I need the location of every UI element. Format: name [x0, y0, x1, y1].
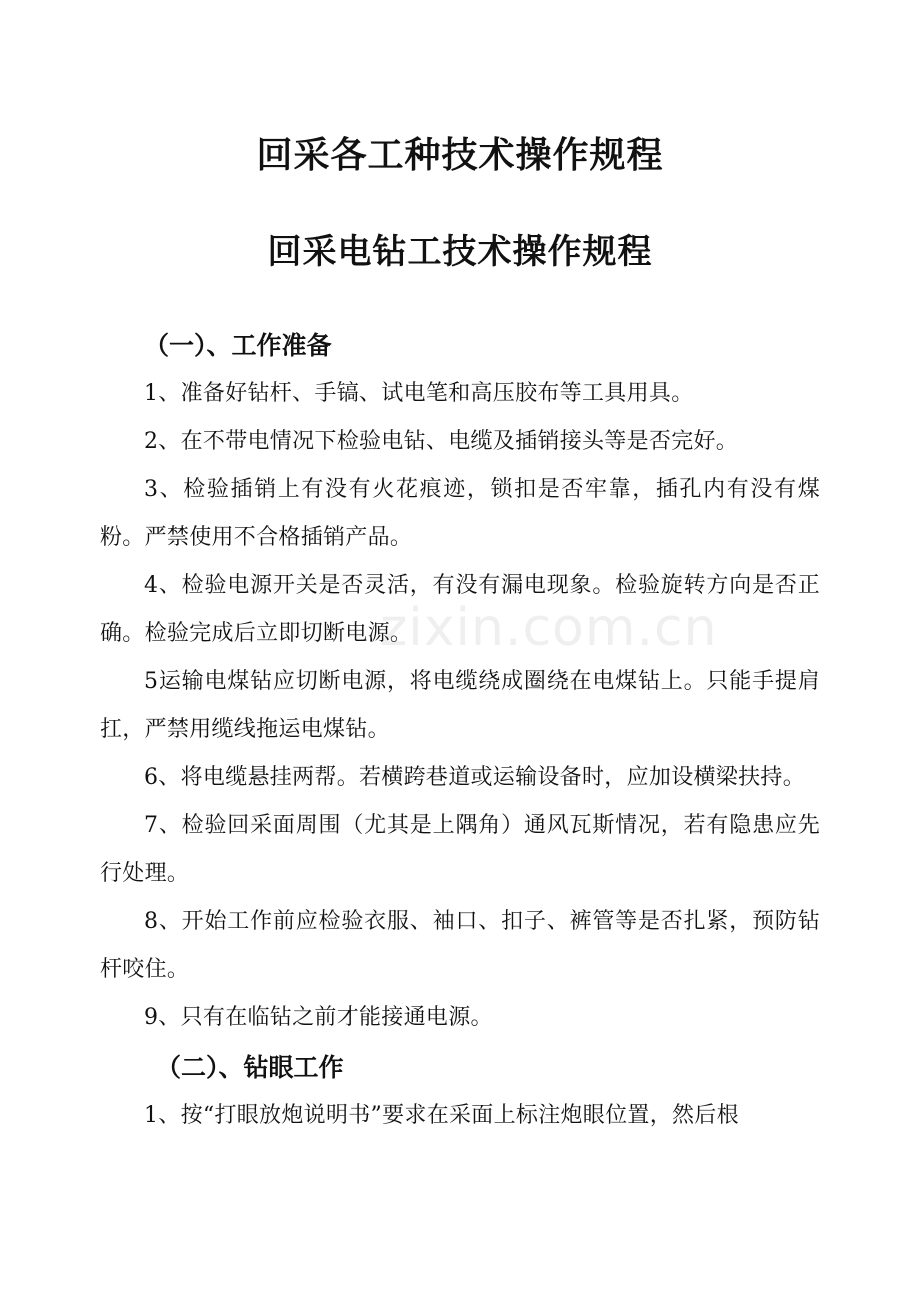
paragraph: 7、检验回采面周围（尤其是上隅角）通风瓦斯情况，若有隐患应先行处理。	[100, 813, 820, 886]
paragraph: 6、将电缆悬挂两帮。若横跨巷道或运输设备时，应加设横梁扶持。	[144, 765, 805, 790]
paragraph: 9、只有在临钻之前才能接通电源。	[144, 1005, 493, 1030]
document-title: 回采各工种技术操作规程	[256, 135, 664, 176]
paragraph: 5运输电煤钻应切断电源，将电缆绕成圈绕在电煤钻上。只能手提肩扛，严禁用缆线拖运电煤钻。	[100, 669, 820, 742]
paragraph: 1、准备好钻杆、手镐、试电笔和高压胶布等工具用具。	[144, 381, 694, 406]
section-heading-drilling: （二）、钻眼工作	[156, 1053, 344, 1082]
paragraph: 1、按“打眼放炮说明书”要求在采面上标注炮眼位置，然后根	[144, 1103, 739, 1128]
paragraph: 3、检验插销上有没有火花痕迹，锁扣是否牢靠，插孔内有没有煤粉。严禁使用不合格插销产品。	[100, 477, 820, 550]
paragraph: 8、开始工作前应检验衣服、袖口、扣子、裤管等是否扎紧，预防钻杆咬住。	[100, 909, 820, 982]
paragraph: 2、在不带电情况下检验电钻、电缆及插销接头等是否完好。	[144, 429, 739, 454]
paragraph: 4、检验电源开关是否灵活，有没有漏电现象。检验旋转方向是否正确。检验完成后立即切断电源。	[100, 573, 820, 646]
section-heading-preparation: （一）、工作准备	[144, 331, 332, 360]
document-body	[100, 322, 820, 1140]
document-subtitle: 回采电钻工技术操作规程	[267, 232, 653, 272]
watermark: zixin.com.cn	[380, 598, 718, 658]
